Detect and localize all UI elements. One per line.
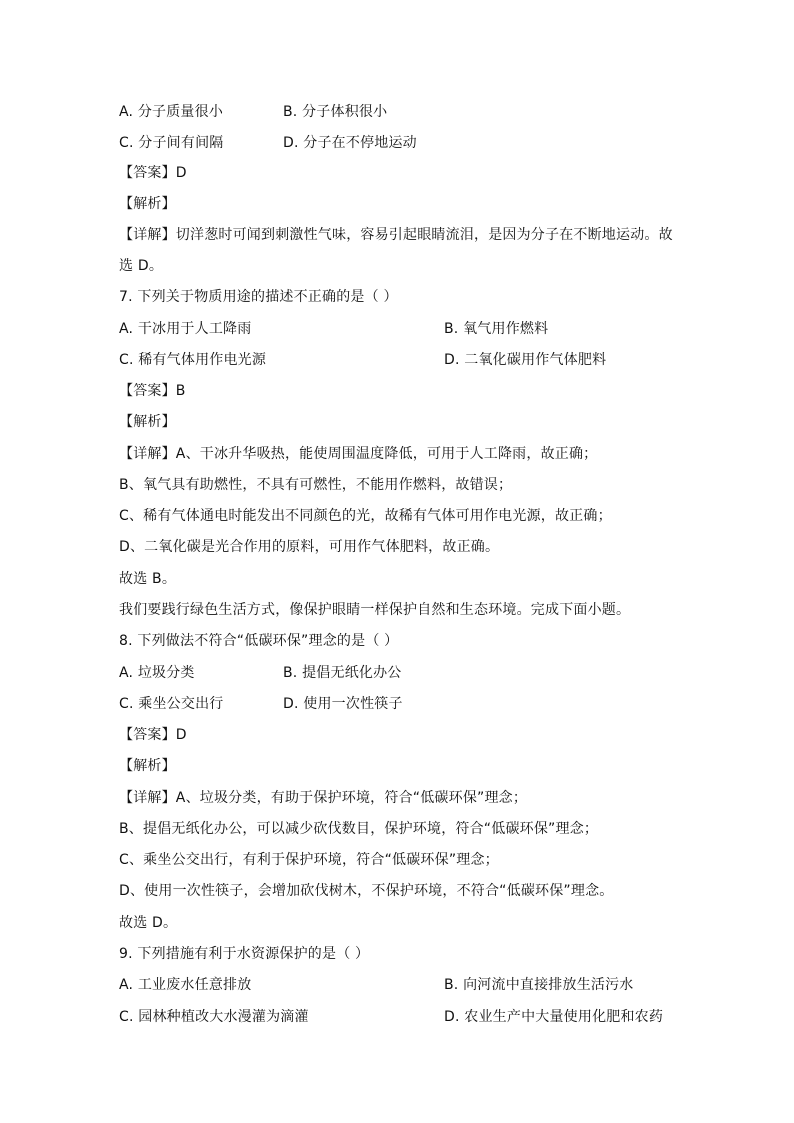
q7-option-c: C. 稀有气体用作电光源 (119, 352, 267, 368)
q9-option-d: D. 农业生产中大量使用化肥和农药 (444, 1009, 664, 1025)
q7-option-a: A. 干冰用于人工降雨 (119, 321, 252, 337)
q8-detail-line: 【详解】A、垃圾分类，有助于保护环境，符合“低碳环保”理念； (119, 790, 528, 806)
q7-detail-line: D、二氧化碳是光合作用的原料，可用作气体肥料，故正确。 (119, 539, 500, 555)
q9-option-b: B. 向河流中直接排放生活污水 (444, 977, 634, 993)
q6-option-a: A. 分子质量很小 (119, 104, 224, 120)
q6-answer: 【答案】D (119, 165, 187, 181)
q8-detail-line: C、乘坐公交出行，有利于保护环境，符合“低碳环保”理念； (119, 852, 499, 868)
q8-options-row-2 (119, 694, 403, 714)
q9-options-row-1 (119, 975, 634, 995)
q8-option-d: D. 使用一次性筷子 (283, 696, 403, 712)
section-intro: 我们要践行绿色生活方式，像保护眼睛一样保护自然和生态环境。完成下面小题。 (119, 602, 631, 618)
q9-stem: 9. 下列措施有利于水资源保护的是（ ） (119, 946, 370, 962)
q7-detail-line: C、稀有气体通电时能发出不同颜色的光，故稀有气体可用作电光源，故正确； (119, 508, 612, 524)
q6-detail-line-1: 【详解】切洋葱时可闻到刺激性气味，容易引起眼睛流泪，是因为分子在不断地运动。故 (119, 227, 673, 243)
q9-option-a: A. 工业废水任意排放 (119, 977, 252, 993)
q8-option-b: B. 提倡无纸化办公 (283, 665, 402, 681)
q8-option-c: C. 乘坐公交出行 (119, 696, 224, 712)
q7-answer: 【答案】B (119, 383, 186, 399)
q7-option-b: B. 氧气用作燃料 (444, 321, 549, 337)
q8-option-a: A. 垃圾分类 (119, 665, 195, 681)
q6-option-d: D. 分子在不停地运动 (283, 135, 417, 151)
q6-options-row-1 (119, 102, 388, 122)
q7-option-d: D. 二氧化碳用作气体肥料 (444, 352, 607, 368)
q9-option-c: C. 园林种植改大水漫灌为滴灌 (119, 1009, 309, 1025)
q8-detail-line: B、提倡无纸化办公，可以减少砍伐数目，保护环境，符合“低碳环保”理念； (119, 821, 599, 837)
q6-options-row-2 (119, 133, 417, 153)
q8-detail-line: D、使用一次性筷子，会增加砍伐树木，不保护环境，不符合“低碳环保”理念。 (119, 883, 614, 899)
q7-analysis-heading: 【解析】 (119, 414, 176, 430)
q7-detail-line: B、氧气具有助燃性，不具有可燃性，不能用作燃料，故错误； (119, 477, 513, 493)
q8-conclusion: 故选 D。 (119, 915, 178, 931)
q7-options-row-1 (119, 319, 549, 339)
q8-stem: 8. 下列做法不符合“低碳环保”理念的是（ ） (119, 633, 399, 649)
q7-options-row-2 (119, 350, 607, 370)
q7-conclusion: 故选 B。 (119, 571, 177, 587)
q8-analysis-heading: 【解析】 (119, 758, 176, 774)
q9-options-row-2 (119, 1007, 664, 1027)
q7-detail-line: 【详解】A、干冰升华吸热，能使周围温度降低，可用于人工降雨，故正确； (119, 446, 598, 462)
q6-option-c: C. 分子间有间隔 (119, 135, 224, 151)
q6-option-b: B. 分子体积很小 (283, 104, 388, 120)
q6-detail-line-2: 选 D。 (119, 258, 164, 274)
q6-analysis-heading: 【解析】 (119, 196, 176, 212)
q8-answer: 【答案】D (119, 727, 187, 743)
q8-options-row-1 (119, 663, 402, 683)
q7-stem: 7. 下列关于物质用途的描述不正确的是（ ） (119, 289, 398, 305)
